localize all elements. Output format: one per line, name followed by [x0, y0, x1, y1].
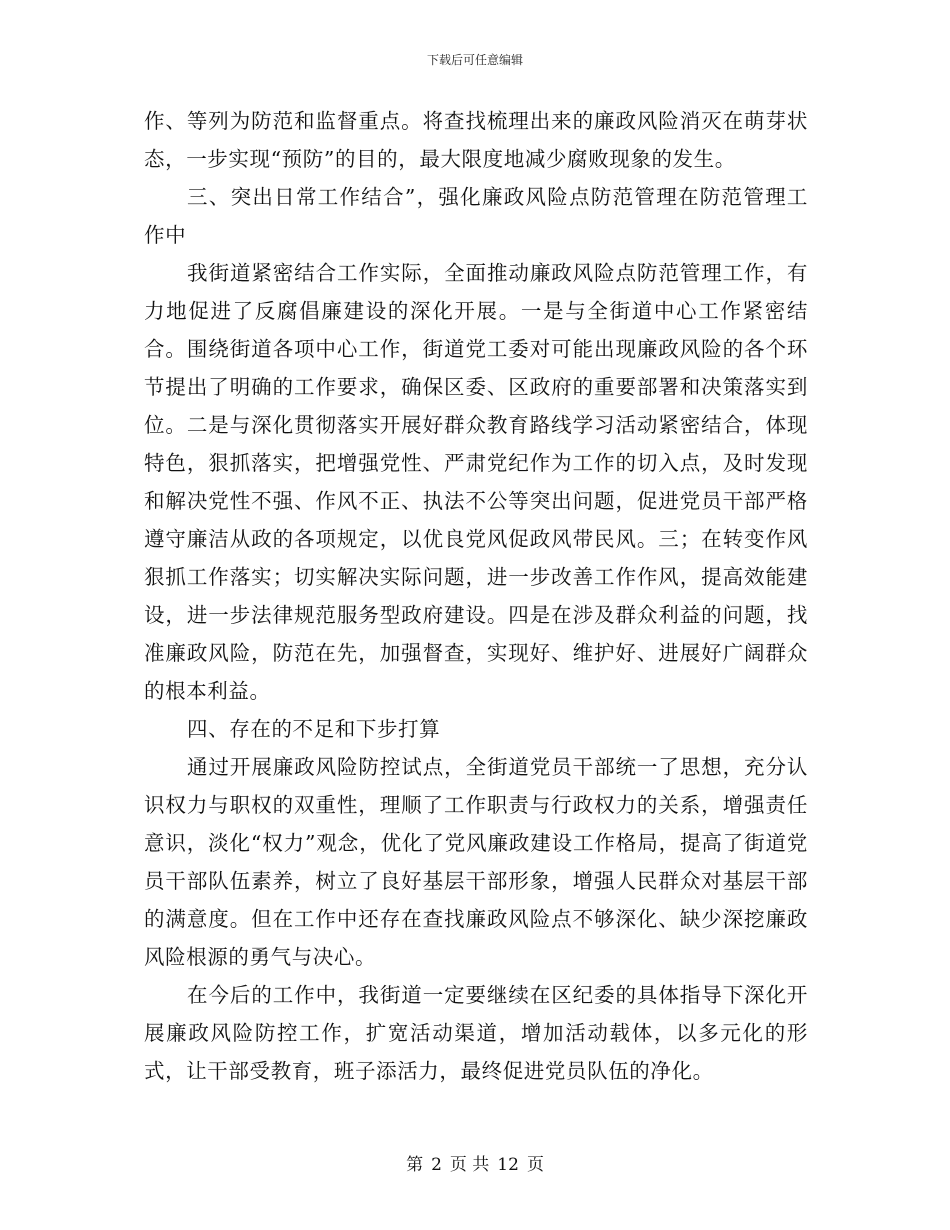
section-heading-3: 三、突出日常工作结合”，强化廉政风险点防范管理在防范管理工作中 — [144, 185, 808, 247]
section-heading-4: 四、存在的不足和下步打算 — [187, 717, 441, 741]
paragraph-body: 我街道紧密结合工作实际，全面推动廉政风险点防范管理工作，有力地促进了反腐倡廉建设的深化开展。一是与全街道中心工作紧密结合。围绕街道各项中心工作，街道党工委对可能出现廉政风险的各个环节提出了明确的工作要求，确保区委、区政府的重要部署和决策落实到位。二是与深化贯彻落实开展好群众教育路线学习活动紧密结合，体现特色，狠抓落实，把增强党性、严肃党纪作为工作的切入点，及时发现和解决党性不强、作风不正、执法不公等突出问题，促进党员干部严格遵守廉洁从政的各项规定，以优良党风促政风带民风。三；在转变作风狠抓工作落实；切实解决实际问题，进一步改善工作作风，提高效能建设，进一步法律规范服务型政府建设。四是在涉及群众利益的问题，找准廉政风险，防范在先，加强督查，实现好、维护好、进展好广阔群众的根本利益。 — [144, 261, 808, 703]
paragraph-body: 通过开展廉政风险防控试点，全街道党员干部统一了思想，充分认识权力与职权的双重性，理顺了工作职责与行政权力的关系，增强责任意识，淡化“权力”观念，优化了党风廉政建设工作格局，提高了街道党员干部队伍素养，树立了良好基层干部形象，增强人民群众对基层干部的满意度。但在工作中还存在查找廉政风险点不够深化、缺少深挖廉政风险根源的勇气与决心。 — [144, 755, 808, 969]
page-number: 2 — [431, 1155, 442, 1175]
page-footer — [0, 1154, 950, 1176]
header-text: 下载后可任意编辑 — [426, 53, 523, 67]
paragraph-body: 在今后的工作中，我街道一定要继续在区纪委的具体指导下深化开展廉政风险防控工作，扩宽活动渠道，增加活动载体，以多元化的形式，让干部受教育，班子添活力，最终促进党员队伍的净化。 — [144, 983, 808, 1083]
total-pages: 12 — [497, 1155, 519, 1175]
document-body — [144, 102, 808, 1090]
footer-suffix: 页 — [526, 1155, 544, 1175]
footer-middle: 页 共 — [449, 1155, 490, 1175]
footer-prefix: 第 — [406, 1155, 424, 1175]
page-header — [0, 52, 950, 68]
paragraph-continuation: 作、等列为防范和监督重点。将查找梳理出来的廉政风险消灭在萌芽状态，一步实现“预防”的目的，最大限度地减少腐败现象的发生。 — [144, 109, 808, 171]
